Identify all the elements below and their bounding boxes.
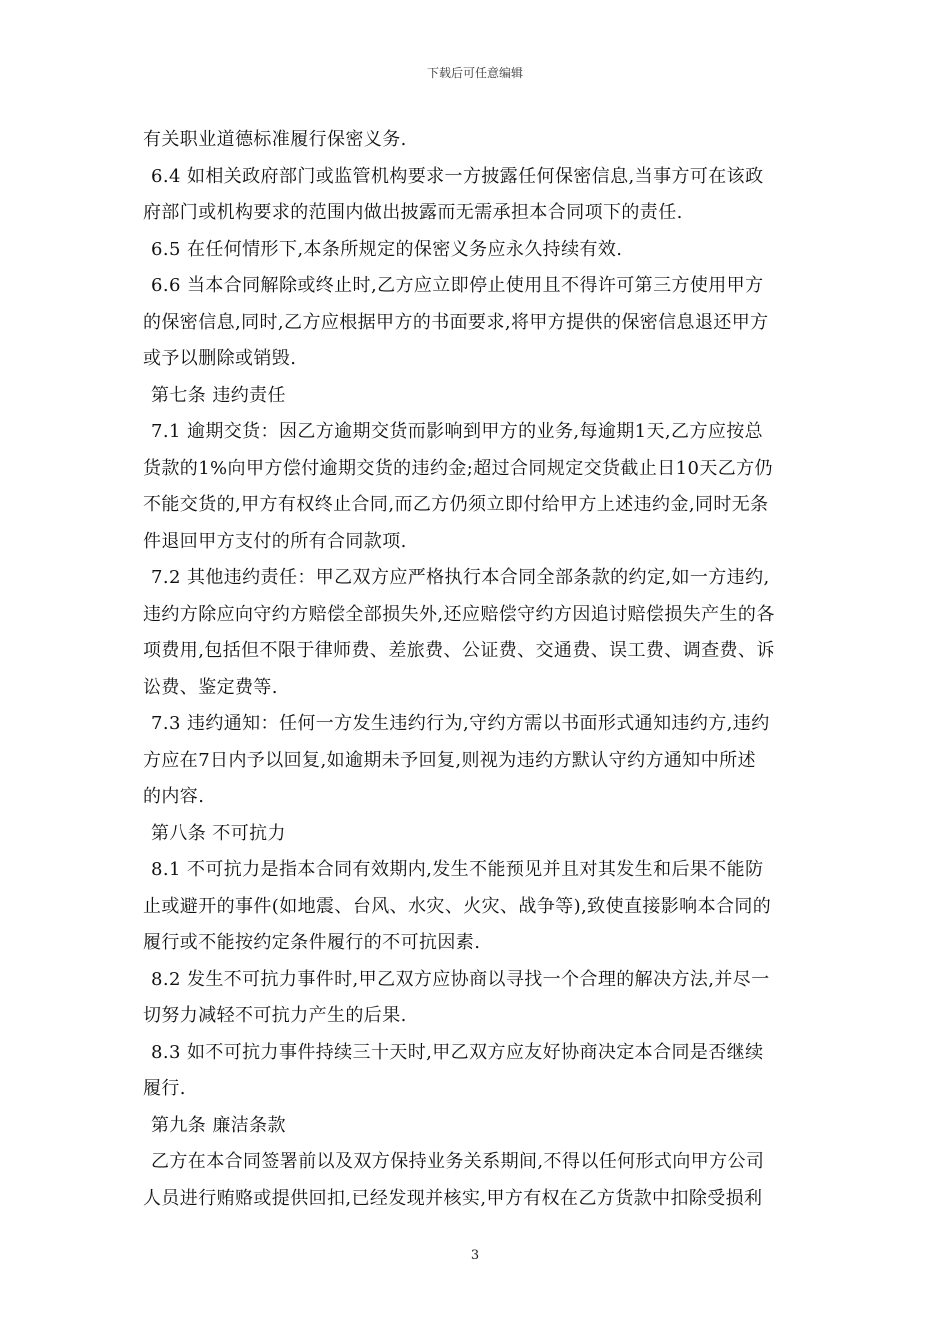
text-line: 切努力减轻不可抗力产生的后果. (143, 1005, 407, 1026)
text-line: 府部门或机构要求的范围内做出披露而无需承担本合同项下的责任. (143, 202, 683, 223)
text-line: 7.3 违约通知：任何一方发生违约行为,守约方需以书面形式通知违约方,违约 (151, 713, 770, 734)
text-line: 7.1 逾期交货：因乙方逾期交货而影响到甲方的业务,每逾期1天,乙方应按总 (151, 421, 764, 442)
page-header: 下载后可任意编辑 (426, 66, 523, 80)
text-line: 项费用,包括但不限于律师费、差旅费、公证费、交通费、误工费、调查费、诉 (143, 640, 775, 661)
text-line: 第八条 不可抗力 (151, 822, 286, 844)
text-line: 第七条 违约责任 (151, 384, 286, 406)
text-line: 违约方除应向守约方赔偿全部损失外,还应赔偿守约方因追讨赔偿损失产生的各 (143, 603, 775, 625)
text-line: 件退回甲方支付的所有合同款项. (143, 530, 407, 552)
text-line: 6.4 如相关政府部门或监管机构要求一方披露任何保密信息,当事方可在该政 (151, 165, 764, 187)
text-line: 8.2 发生不可抗力事件时,甲乙双方应协商以寻找一个合理的解决方法,并尽一 (151, 968, 770, 990)
text-line: 履行. (143, 1078, 186, 1099)
text-line: 有关职业道德标准履行保密义务. (143, 129, 407, 150)
text-line: 6.6 当本合同解除或终止时,乙方应立即停止使用且不得许可第三方使用甲方 (151, 275, 764, 296)
text-line: 人员进行贿赂或提供回扣,已经发现并核实,甲方有权在乙方货款中扣除受损利 (143, 1187, 763, 1209)
text-line: 不能交货的,甲方有权终止合同,而乙方仍须立即付给甲方上述违约金,同时无条 (143, 494, 769, 515)
text-line: 止或避开的事件(如地震、台风、水灾、火灾、战争等),致使直接影响本合同的 (143, 895, 772, 917)
text-line: 第九条 廉洁条款 (151, 1114, 286, 1136)
text-line: 8.3 如不可抗力事件持续三十天时,甲乙双方应友好协商决定本合同是否继续 (151, 1041, 764, 1063)
text-line: 货款的1%向甲方偿付逾期交货的违约金;超过合同规定交货截止日10天乙方仍 (143, 457, 773, 479)
text-line: 或予以删除或销毁. (143, 348, 297, 369)
text-line: 讼费、鉴定费等. (143, 676, 278, 698)
text-line: 履行或不能按约定条件履行的不可抗因素. (143, 932, 481, 953)
text-line: 的保密信息,同时,乙方应根据甲方的书面要求,将甲方提供的保密信息退还甲方 (143, 311, 769, 333)
text-line: 方应在7日内予以回复,如逾期未予回复,则视为违约方默认守约方通知中所述 (143, 749, 756, 771)
text-line: 7.2 其他违约责任：甲乙双方应严格执行本合同全部条款的约定,如一方违约, (151, 567, 770, 588)
text-line: 的内容. (143, 786, 205, 807)
contract-body (143, 122, 807, 1217)
text-line: 8.1 不可抗力是指本合同有效期内,发生不能预见并且对其发生和后果不能防 (151, 859, 764, 880)
text-line: 6.5 在任何情形下,本条所规定的保密义务应永久持续有效. (151, 238, 623, 260)
text-line: 乙方在本合同签署前以及双方保持业务关系期间,不得以任何形式向甲方公司 (151, 1151, 765, 1172)
page-number: 3 (470, 1248, 480, 1263)
